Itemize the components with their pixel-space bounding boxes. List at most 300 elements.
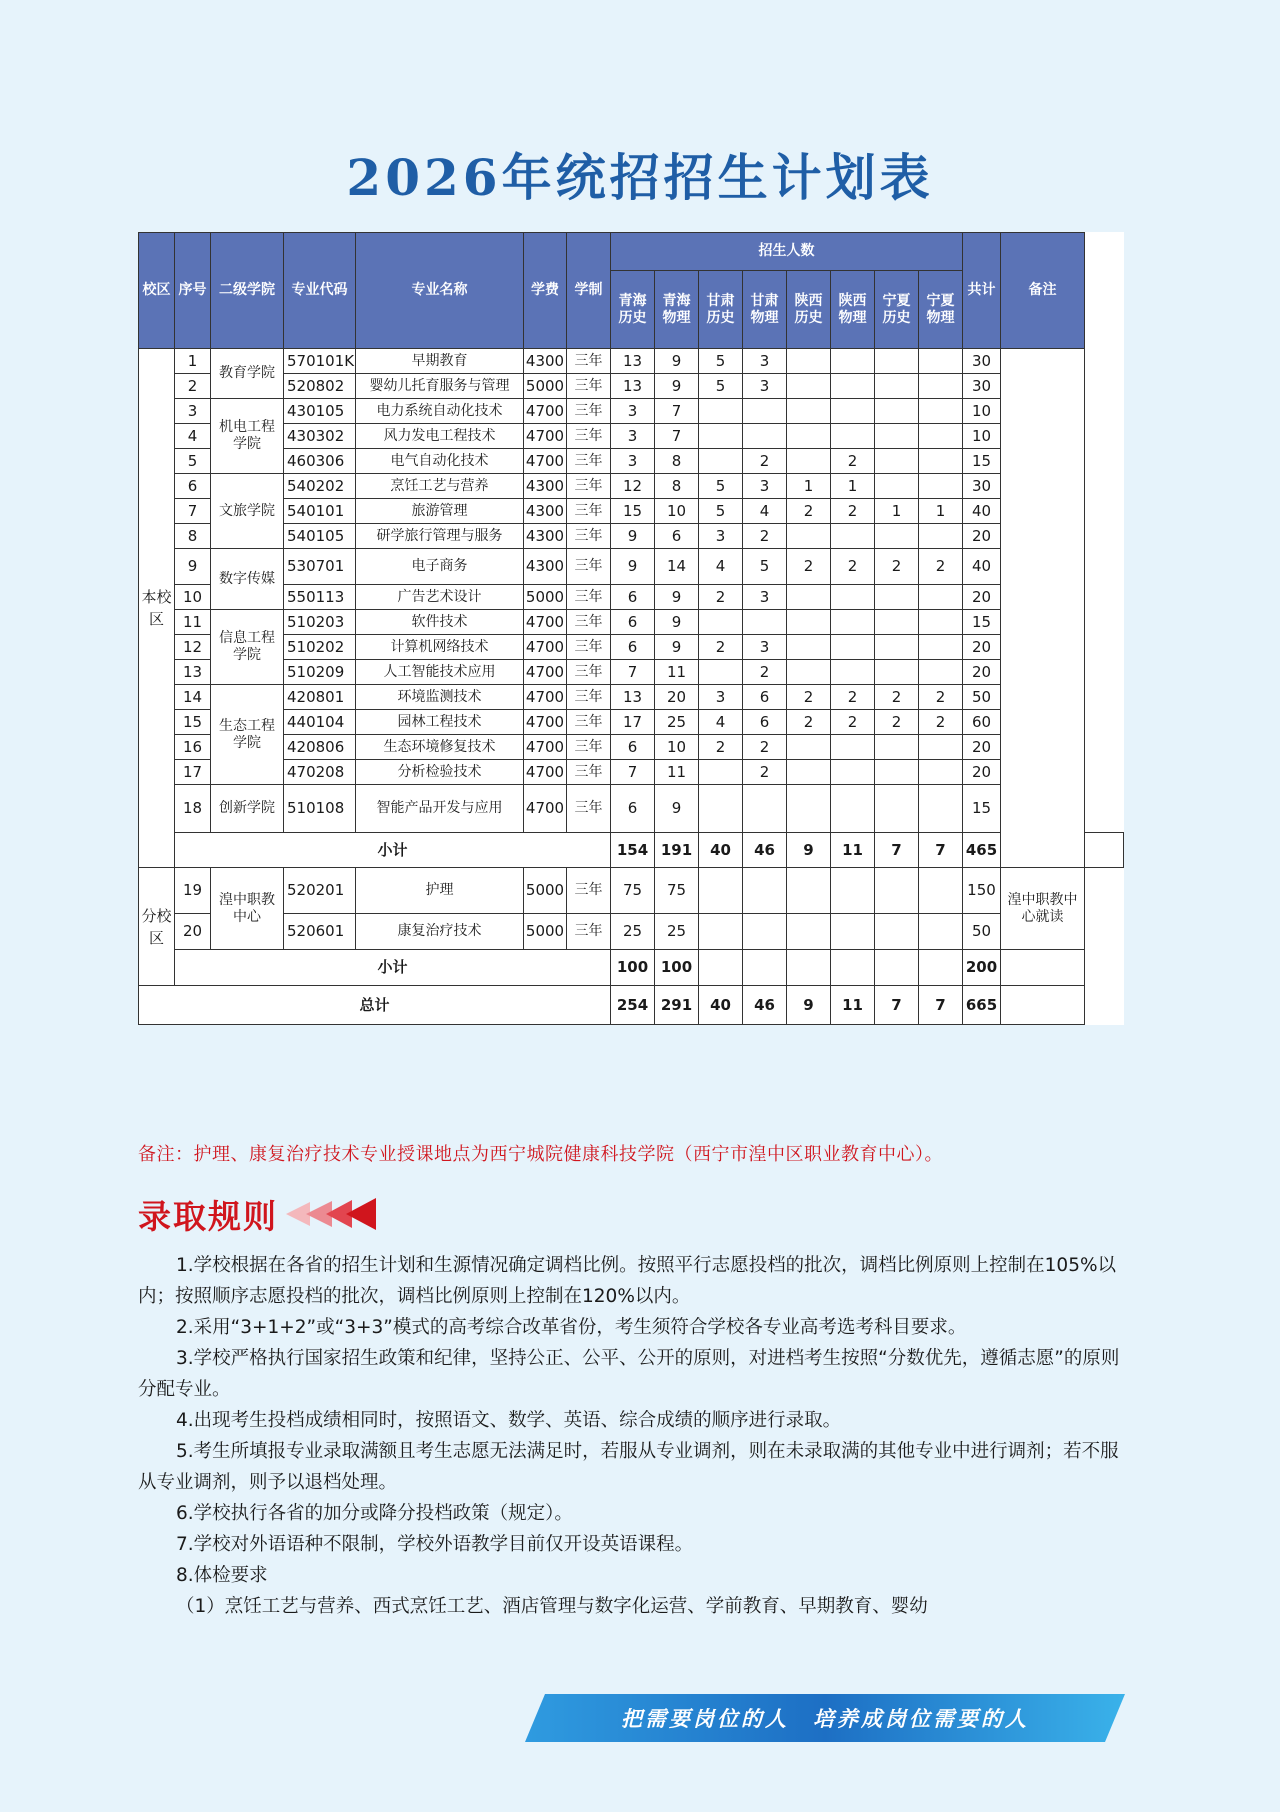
- rules-list: [138, 1250, 1123, 1622]
- cell-count: [919, 760, 963, 785]
- cell-count: 9: [611, 549, 655, 585]
- cell-count: [787, 374, 831, 399]
- cell-count: [787, 785, 831, 833]
- cell-count: 11: [831, 833, 875, 868]
- cell-duration: 三年: [567, 549, 611, 585]
- cell-fee: 5000: [524, 585, 567, 610]
- cell-count: 2: [831, 685, 875, 710]
- cell-count: 1: [875, 499, 919, 524]
- cell-code: 550113: [284, 585, 356, 610]
- cell-seq: 1: [175, 349, 211, 374]
- cell-count: 100: [611, 950, 655, 986]
- subtotal-main-row: [139, 833, 1124, 868]
- cell-count: [831, 950, 875, 986]
- cell-count: 46: [743, 833, 787, 868]
- cell-count: [875, 735, 919, 760]
- cell-count: 5: [699, 349, 743, 374]
- cell-fee: 4700: [524, 785, 567, 833]
- cell-count: 2: [743, 660, 787, 685]
- cell-count: 20: [655, 685, 699, 710]
- rule-item: 5.考生所填报专业录取满额且考生志愿无法满足时，若服从专业调剂，则在未录取满的其他专业中进行调剂；若不服从专业调剂，则予以退档处理。: [138, 1441, 1119, 1493]
- cell-total: 465: [963, 833, 1001, 868]
- header-seq: 序号: [175, 233, 211, 349]
- cell-seq: 14: [175, 685, 211, 710]
- cell-college: 教育学院: [211, 349, 284, 399]
- cell-seq: 12: [175, 635, 211, 660]
- rule-item: 6.学校执行各省的加分或降分投档政策（规定）。: [176, 1503, 573, 1524]
- cell-count: 3: [743, 349, 787, 374]
- table-row: [139, 449, 1124, 474]
- cell-count: 3: [743, 635, 787, 660]
- cell-college: 生态工程学院: [211, 685, 284, 785]
- cell-count: 2: [787, 549, 831, 585]
- cell-count: 2: [743, 449, 787, 474]
- cell-fee: 4700: [524, 710, 567, 735]
- cell-count: 15: [611, 499, 655, 524]
- cell-count: [875, 399, 919, 424]
- table-row: [139, 399, 1124, 424]
- cell-count: 7: [655, 399, 699, 424]
- cell-count: 3: [699, 524, 743, 549]
- cell-total: 20: [963, 635, 1001, 660]
- cell-count: [699, 868, 743, 914]
- cell-count: 9: [655, 610, 699, 635]
- cell-count: [919, 524, 963, 549]
- cell-count: 13: [611, 374, 655, 399]
- cell-count: [787, 449, 831, 474]
- cell-code: 430105: [284, 399, 356, 424]
- table-row: [139, 474, 1124, 499]
- slogan-banner: [525, 1694, 1125, 1742]
- cell-duration: 三年: [567, 349, 611, 374]
- cell-count: [919, 635, 963, 660]
- cell-count: [875, 349, 919, 374]
- header-college: 二级学院: [211, 233, 284, 349]
- cell-count: [875, 660, 919, 685]
- cell-college: 创新学院: [211, 785, 284, 833]
- cell-seq: 6: [175, 474, 211, 499]
- cell-fee: 4300: [524, 474, 567, 499]
- cell-fee: 5000: [524, 374, 567, 399]
- cell-duration: 三年: [567, 660, 611, 685]
- cell-total: 20: [963, 760, 1001, 785]
- table-row: [139, 785, 1124, 833]
- cell-total: 10: [963, 424, 1001, 449]
- cell-fee: 4300: [524, 349, 567, 374]
- cell-count: [831, 524, 875, 549]
- cell-seq: 5: [175, 449, 211, 474]
- cell-fee: 4700: [524, 424, 567, 449]
- cell-count: 2: [743, 760, 787, 785]
- cell-count: 14: [655, 549, 699, 585]
- cell-seq: 11: [175, 610, 211, 635]
- cell-major: 软件技术: [356, 610, 524, 635]
- cell-fee: 4700: [524, 760, 567, 785]
- cell-fee: 4300: [524, 499, 567, 524]
- cell-duration: 三年: [567, 735, 611, 760]
- cell-count: 7: [611, 660, 655, 685]
- cell-count: [787, 914, 831, 950]
- cell-seq: 7: [175, 499, 211, 524]
- cell-count: 4: [743, 499, 787, 524]
- cell-total: 40: [963, 549, 1001, 585]
- cell-total: 30: [963, 474, 1001, 499]
- cell-count: 2: [699, 635, 743, 660]
- cell-duration: 三年: [567, 474, 611, 499]
- cell-count: 9: [787, 986, 831, 1025]
- table-row: [139, 914, 1124, 950]
- cell-count: [831, 735, 875, 760]
- cell-count: 75: [611, 868, 655, 914]
- cell-duration: 三年: [567, 868, 611, 914]
- cell-count: 7: [611, 760, 655, 785]
- cell-code: 540202: [284, 474, 356, 499]
- cell-total: 200: [963, 950, 1001, 986]
- campus-branch: 分校区: [139, 868, 175, 986]
- cell-count: [787, 868, 831, 914]
- cell-count: [875, 950, 919, 986]
- header-total: 共计: [963, 233, 1001, 349]
- cell-count: [919, 374, 963, 399]
- subtotal-branch-row: [139, 950, 1124, 986]
- header-fee: 学费: [524, 233, 567, 349]
- cell-count: [919, 868, 963, 914]
- cell-count: [743, 950, 787, 986]
- cell-count: 25: [655, 710, 699, 735]
- header-province-7: 宁夏历史: [875, 271, 919, 349]
- cell-count: 2: [875, 710, 919, 735]
- cell-count: 3: [743, 585, 787, 610]
- cell-count: 6: [611, 635, 655, 660]
- table-row: [139, 635, 1124, 660]
- cell-count: 2: [919, 710, 963, 735]
- cell-count: 6: [611, 585, 655, 610]
- cell-total: 15: [963, 785, 1001, 833]
- cell-count: 9: [655, 585, 699, 610]
- cell-duration: 三年: [567, 449, 611, 474]
- cell-count: [787, 349, 831, 374]
- cell-count: 2: [919, 549, 963, 585]
- table-row: [139, 868, 1124, 914]
- cell-count: 10: [655, 499, 699, 524]
- cell-count: 2: [831, 499, 875, 524]
- header-enroll-group: 招生人数: [611, 233, 963, 271]
- cell-count: [743, 610, 787, 635]
- cell-count: 3: [611, 424, 655, 449]
- table-row: [139, 424, 1124, 449]
- cell-count: [831, 424, 875, 449]
- cell-count: 9: [611, 524, 655, 549]
- cell-note-main: [1001, 349, 1085, 868]
- cell-total: 30: [963, 349, 1001, 374]
- cell-count: [787, 610, 831, 635]
- cell-major: 生态环境修复技术: [356, 735, 524, 760]
- cell-total: 60: [963, 710, 1001, 735]
- cell-total: 15: [963, 610, 1001, 635]
- cell-count: 46: [743, 986, 787, 1025]
- cell-code: 530701: [284, 549, 356, 585]
- header-province-4: 甘肃物理: [743, 271, 787, 349]
- cell-count: [875, 524, 919, 549]
- cell-count: 9: [787, 833, 831, 868]
- table-row: [139, 660, 1124, 685]
- cell-code: 570101K: [284, 349, 356, 374]
- cell-seq: 15: [175, 710, 211, 735]
- arrow-decoration-icon: [286, 1197, 376, 1231]
- cell-count: 8: [655, 449, 699, 474]
- cell-count: [699, 610, 743, 635]
- cell-count: 3: [611, 399, 655, 424]
- table-row: [139, 549, 1124, 585]
- cell-count: 9: [655, 635, 699, 660]
- cell-count: [831, 868, 875, 914]
- cell-count: 9: [655, 785, 699, 833]
- cell-count: [919, 349, 963, 374]
- cell-major: 计算机网络技术: [356, 635, 524, 660]
- cell-code: 540105: [284, 524, 356, 549]
- cell-major: 智能产品开发与应用: [356, 785, 524, 833]
- header-note: 备注: [1001, 233, 1085, 349]
- cell-count: 7: [875, 833, 919, 868]
- cell-count: 13: [611, 685, 655, 710]
- cell-count: 11: [831, 986, 875, 1025]
- cell-count: 291: [655, 986, 699, 1025]
- cell-total: 20: [963, 660, 1001, 685]
- cell-count: 3: [743, 374, 787, 399]
- table-row: [139, 585, 1124, 610]
- cell-count: [875, 449, 919, 474]
- cell-seq: 18: [175, 785, 211, 833]
- page-title: 2026年统招招生计划表: [346, 148, 934, 207]
- cell-count: [875, 374, 919, 399]
- cell-college: 机电工程学院: [211, 399, 284, 474]
- cell-count: [919, 474, 963, 499]
- subtotal-branch-row-label: 小计: [175, 950, 611, 986]
- cell-code: 520201: [284, 868, 356, 914]
- cell-count: [699, 760, 743, 785]
- cell-seq: 17: [175, 760, 211, 785]
- cell-count: [831, 585, 875, 610]
- cell-total: 150: [963, 868, 1001, 914]
- table-row: [139, 735, 1124, 760]
- cell-fee: 4300: [524, 549, 567, 585]
- cell-count: 9: [655, 374, 699, 399]
- cell-count: [699, 424, 743, 449]
- cell-total: 30: [963, 374, 1001, 399]
- cell-seq: 16: [175, 735, 211, 760]
- cell-count: [831, 760, 875, 785]
- rule-item: 2.采用“3+1+2”或“3+3”模式的高考综合改革省份，考生须符合学校各专业高考选考科目要求。: [176, 1317, 967, 1338]
- header-province-1: 青海历史: [611, 271, 655, 349]
- cell-count: 191: [655, 833, 699, 868]
- cell-count: 6: [611, 785, 655, 833]
- cell-total: 10: [963, 399, 1001, 424]
- cell-count: [919, 449, 963, 474]
- cell-code: 420801: [284, 685, 356, 710]
- cell-count: 6: [743, 710, 787, 735]
- cell-count: [919, 660, 963, 685]
- cell-count: 25: [655, 914, 699, 950]
- cell-college: 信息工程学院: [211, 610, 284, 685]
- cell-code: 520802: [284, 374, 356, 399]
- cell-count: 5: [699, 499, 743, 524]
- cell-count: 2: [831, 549, 875, 585]
- remark-note: 备注：护理、康复治疗技术专业授课地点为西宁城院健康科技学院（西宁市湟中区职业教育中心）。: [138, 1144, 943, 1165]
- cell-count: [875, 585, 919, 610]
- cell-total: 50: [963, 914, 1001, 950]
- cell-count: 154: [611, 833, 655, 868]
- cell-count: 7: [875, 986, 919, 1025]
- cell-count: [743, 785, 787, 833]
- cell-count: 2: [831, 710, 875, 735]
- cell-fee: 4700: [524, 610, 567, 635]
- cell-count: [875, 424, 919, 449]
- cell-count: [919, 950, 963, 986]
- cell-duration: 三年: [567, 610, 611, 635]
- cell-count: 100: [655, 950, 699, 986]
- cell-seq: 13: [175, 660, 211, 685]
- cell-seq: 19: [175, 868, 211, 914]
- cell-total: 50: [963, 685, 1001, 710]
- cell-duration: 三年: [567, 399, 611, 424]
- cell-duration: 三年: [567, 760, 611, 785]
- cell-count: [831, 610, 875, 635]
- cell-total: 20: [963, 735, 1001, 760]
- cell-seq: 9: [175, 549, 211, 585]
- rule-item: 3.学校严格执行国家招生政策和纪律，坚持公正、公平、公开的原则，对进档考生按照“分数优先，遵循志愿”的原则分配专业。: [138, 1348, 1120, 1400]
- cell-count: 2: [831, 449, 875, 474]
- cell-major: 人工智能技术应用: [356, 660, 524, 685]
- cell-duration: 三年: [567, 524, 611, 549]
- cell-count: 254: [611, 986, 655, 1025]
- cell-count: [699, 914, 743, 950]
- cell-fee: 5000: [524, 914, 567, 950]
- cell-major: 研学旅行管理与服务: [356, 524, 524, 549]
- cell-college: 湟中职教中心: [211, 868, 284, 950]
- cell-code: 510202: [284, 635, 356, 660]
- cell-seq: 10: [175, 585, 211, 610]
- cell-count: [875, 760, 919, 785]
- cell-count: [787, 735, 831, 760]
- cell-major: 电力系统自动化技术: [356, 399, 524, 424]
- cell-count: [919, 785, 963, 833]
- cell-count: 1: [787, 474, 831, 499]
- rule-item: （1）烹饪工艺与营养、西式烹饪工艺、酒店管理与数字化运营、学前教育、早期教育、婴幼: [176, 1596, 928, 1617]
- cell-count: 8: [655, 474, 699, 499]
- cell-total: 665: [963, 986, 1001, 1025]
- cell-count: 12: [611, 474, 655, 499]
- header-province-8: 宁夏物理: [919, 271, 963, 349]
- rules-title: 录取规则: [138, 1196, 278, 1236]
- cell-count: [787, 660, 831, 685]
- cell-college: 数字传媒: [211, 549, 284, 610]
- cell-major: 护理: [356, 868, 524, 914]
- header-duration: 学制: [567, 233, 611, 349]
- cell-code: 420806: [284, 735, 356, 760]
- cell-count: 9: [655, 349, 699, 374]
- cell-count: [875, 610, 919, 635]
- cell-count: 40: [699, 986, 743, 1025]
- cell-code: 460306: [284, 449, 356, 474]
- cell-major: 广告艺术设计: [356, 585, 524, 610]
- cell-duration: 三年: [567, 710, 611, 735]
- cell-count: 1: [919, 499, 963, 524]
- cell-note-branch: 湟中职教中心就读: [1001, 868, 1085, 950]
- cell-count: [699, 399, 743, 424]
- cell-count: [743, 868, 787, 914]
- cell-count: 17: [611, 710, 655, 735]
- cell-seq: 8: [175, 524, 211, 549]
- cell-duration: 三年: [567, 785, 611, 833]
- cell-total: 15: [963, 449, 1001, 474]
- cell-count: 2: [919, 685, 963, 710]
- header-province-6: 陕西物理: [831, 271, 875, 349]
- header-province-5: 陕西历史: [787, 271, 831, 349]
- cell-fee: 4300: [524, 524, 567, 549]
- cell-major: 早期教育: [356, 349, 524, 374]
- cell-count: 5: [743, 549, 787, 585]
- cell-count: [919, 735, 963, 760]
- cell-count: [875, 914, 919, 950]
- cell-note: [1001, 986, 1085, 1025]
- cell-count: 3: [699, 685, 743, 710]
- cell-seq: 4: [175, 424, 211, 449]
- table-row: [139, 685, 1124, 710]
- cell-fee: 4700: [524, 399, 567, 424]
- cell-count: 2: [875, 549, 919, 585]
- cell-count: [699, 449, 743, 474]
- cell-count: 7: [655, 424, 699, 449]
- cell-count: 2: [787, 710, 831, 735]
- cell-major: 婴幼儿托育服务与管理: [356, 374, 524, 399]
- cell-fee: 4700: [524, 635, 567, 660]
- cell-major: 园林工程技术: [356, 710, 524, 735]
- cell-total: 20: [963, 585, 1001, 610]
- cell-fee: 4700: [524, 735, 567, 760]
- cell-code: 510108: [284, 785, 356, 833]
- header-province-2: 青海物理: [655, 271, 699, 349]
- cell-count: [831, 374, 875, 399]
- enrollment-plan-table: [138, 232, 1124, 1025]
- cell-count: 2: [699, 585, 743, 610]
- cell-duration: 三年: [567, 585, 611, 610]
- cell-duration: 三年: [567, 635, 611, 660]
- cell-count: 7: [919, 833, 963, 868]
- cell-note: [1001, 950, 1085, 986]
- subtotal-main-row-label: 小计: [175, 833, 611, 868]
- cell-total: 20: [963, 524, 1001, 549]
- cell-duration: 三年: [567, 914, 611, 950]
- cell-count: [831, 785, 875, 833]
- cell-count: 1: [831, 474, 875, 499]
- cell-count: 2: [787, 499, 831, 524]
- cell-major: 旅游管理: [356, 499, 524, 524]
- cell-count: 2: [743, 735, 787, 760]
- header-campus: 校区: [139, 233, 175, 349]
- cell-major: 分析检验技术: [356, 760, 524, 785]
- cell-count: [743, 914, 787, 950]
- cell-seq: 3: [175, 399, 211, 424]
- cell-count: 5: [699, 474, 743, 499]
- cell-count: 4: [699, 549, 743, 585]
- cell-count: [831, 660, 875, 685]
- cell-count: [787, 760, 831, 785]
- cell-count: 3: [611, 449, 655, 474]
- cell-count: 3: [743, 474, 787, 499]
- cell-total: 40: [963, 499, 1001, 524]
- cell-major: 电子商务: [356, 549, 524, 585]
- cell-count: 11: [655, 760, 699, 785]
